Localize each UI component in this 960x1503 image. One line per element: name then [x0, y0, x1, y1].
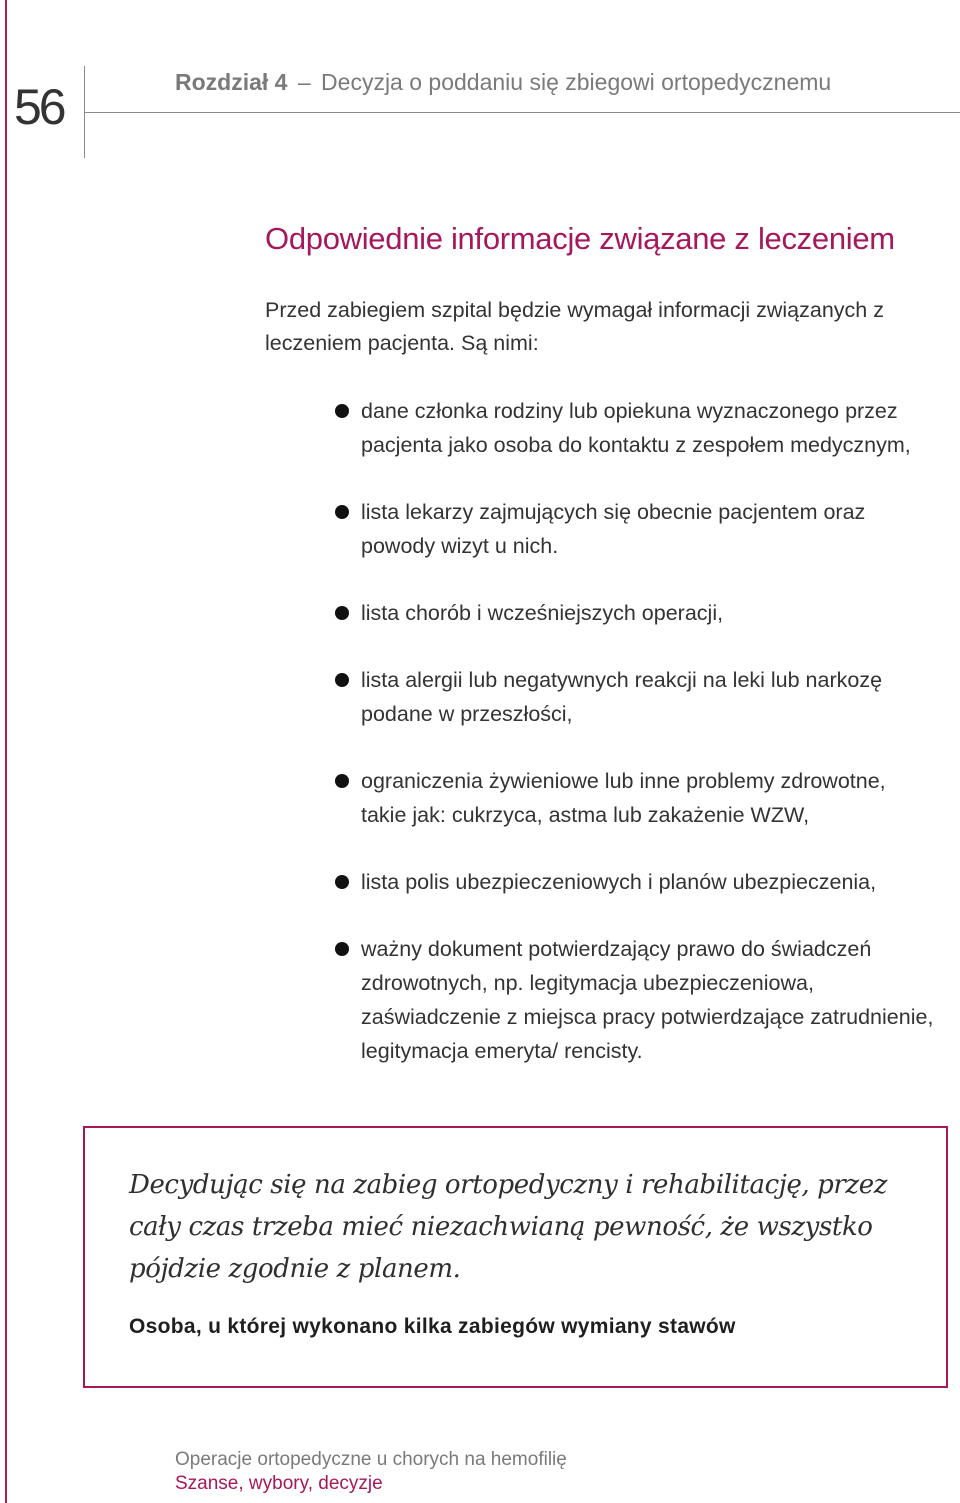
- footer-subtitle: Szanse, wybory, decyzje: [175, 1473, 383, 1494]
- footer-title: Operacje ortopedyczne u chorych na hemofilię: [175, 1449, 567, 1470]
- list-item-text: lista polis ubezpieczeniowych i planów ubezpieczenia,: [361, 870, 877, 894]
- quote-box: [83, 1126, 948, 1388]
- list-item: [335, 865, 935, 899]
- bullet-icon: [335, 505, 349, 519]
- running-head: [175, 69, 831, 96]
- quote-author: Osoba, u której wykonano kilka zabiegów wymiany stawów: [129, 1315, 736, 1338]
- list-item: [335, 394, 935, 462]
- list-item: [335, 663, 935, 731]
- list-item-text: ograniczenia żywieniowe lub inne problemy zdrowotne, takie jak: cukrzyca, astma lub zakażenie WZW,: [361, 769, 886, 827]
- chapter-label: Rozdział 4: [175, 69, 288, 95]
- bullet-icon: [335, 673, 349, 687]
- page-number: 56: [14, 79, 64, 135]
- quote-text: Decydując się na zabieg ortopedyczny i rehabilitację, przez cały czas trzeba mieć niezachwianą pewność, że wszystko pójdzie zgodnie z planem.: [129, 1170, 888, 1284]
- bullet-icon: [335, 875, 349, 889]
- chapter-dash: –: [297, 69, 311, 95]
- requirements-list: [335, 394, 935, 1068]
- list-item-text: lista chorób i wcześniejszych operacji,: [361, 601, 724, 625]
- list-item: [335, 495, 935, 563]
- list-item-text: dane członka rodziny lub opiekuna wyznaczonego przez pacjenta jako osoba do kontaktu z zespołem medycznym,: [361, 399, 911, 457]
- intro-paragraph: Przed zabiegiem szpital będzie wymagał informacji związanych z leczeniem pacjenta. Są nimi:: [265, 298, 884, 355]
- list-item: [335, 596, 935, 630]
- list-item-text: lista alergii lub negatywnych reakcji na leki lub narkozę podane w przeszłości,: [361, 668, 883, 726]
- bullet-icon: [335, 404, 349, 418]
- bullet-icon: [335, 606, 349, 620]
- left-margin-rule: [5, 0, 7, 1503]
- list-item: [335, 932, 935, 1068]
- list-item: [335, 764, 935, 832]
- chapter-title: Decyzja o poddaniu się zbiegowi ortopedycznemu: [321, 69, 832, 95]
- bullet-icon: [335, 774, 349, 788]
- section-title: Odpowiednie informacje związane z leczeniem: [265, 221, 895, 256]
- bullet-icon: [335, 942, 349, 956]
- list-item-text: ważny dokument potwierdzający prawo do świadczeń zdrowotnych, np. legitymacja ubezpieczeniowa, zaświadczenie z miejsca pracy potwierdzające zatrudnienie, legitymacja emeryta/ rencisty.: [361, 937, 934, 1063]
- header-horizontal-rule: [84, 112, 960, 113]
- list-item-text: lista lekarzy zajmujących się obecnie pacjentem oraz powody wizyt u nich.: [361, 500, 866, 558]
